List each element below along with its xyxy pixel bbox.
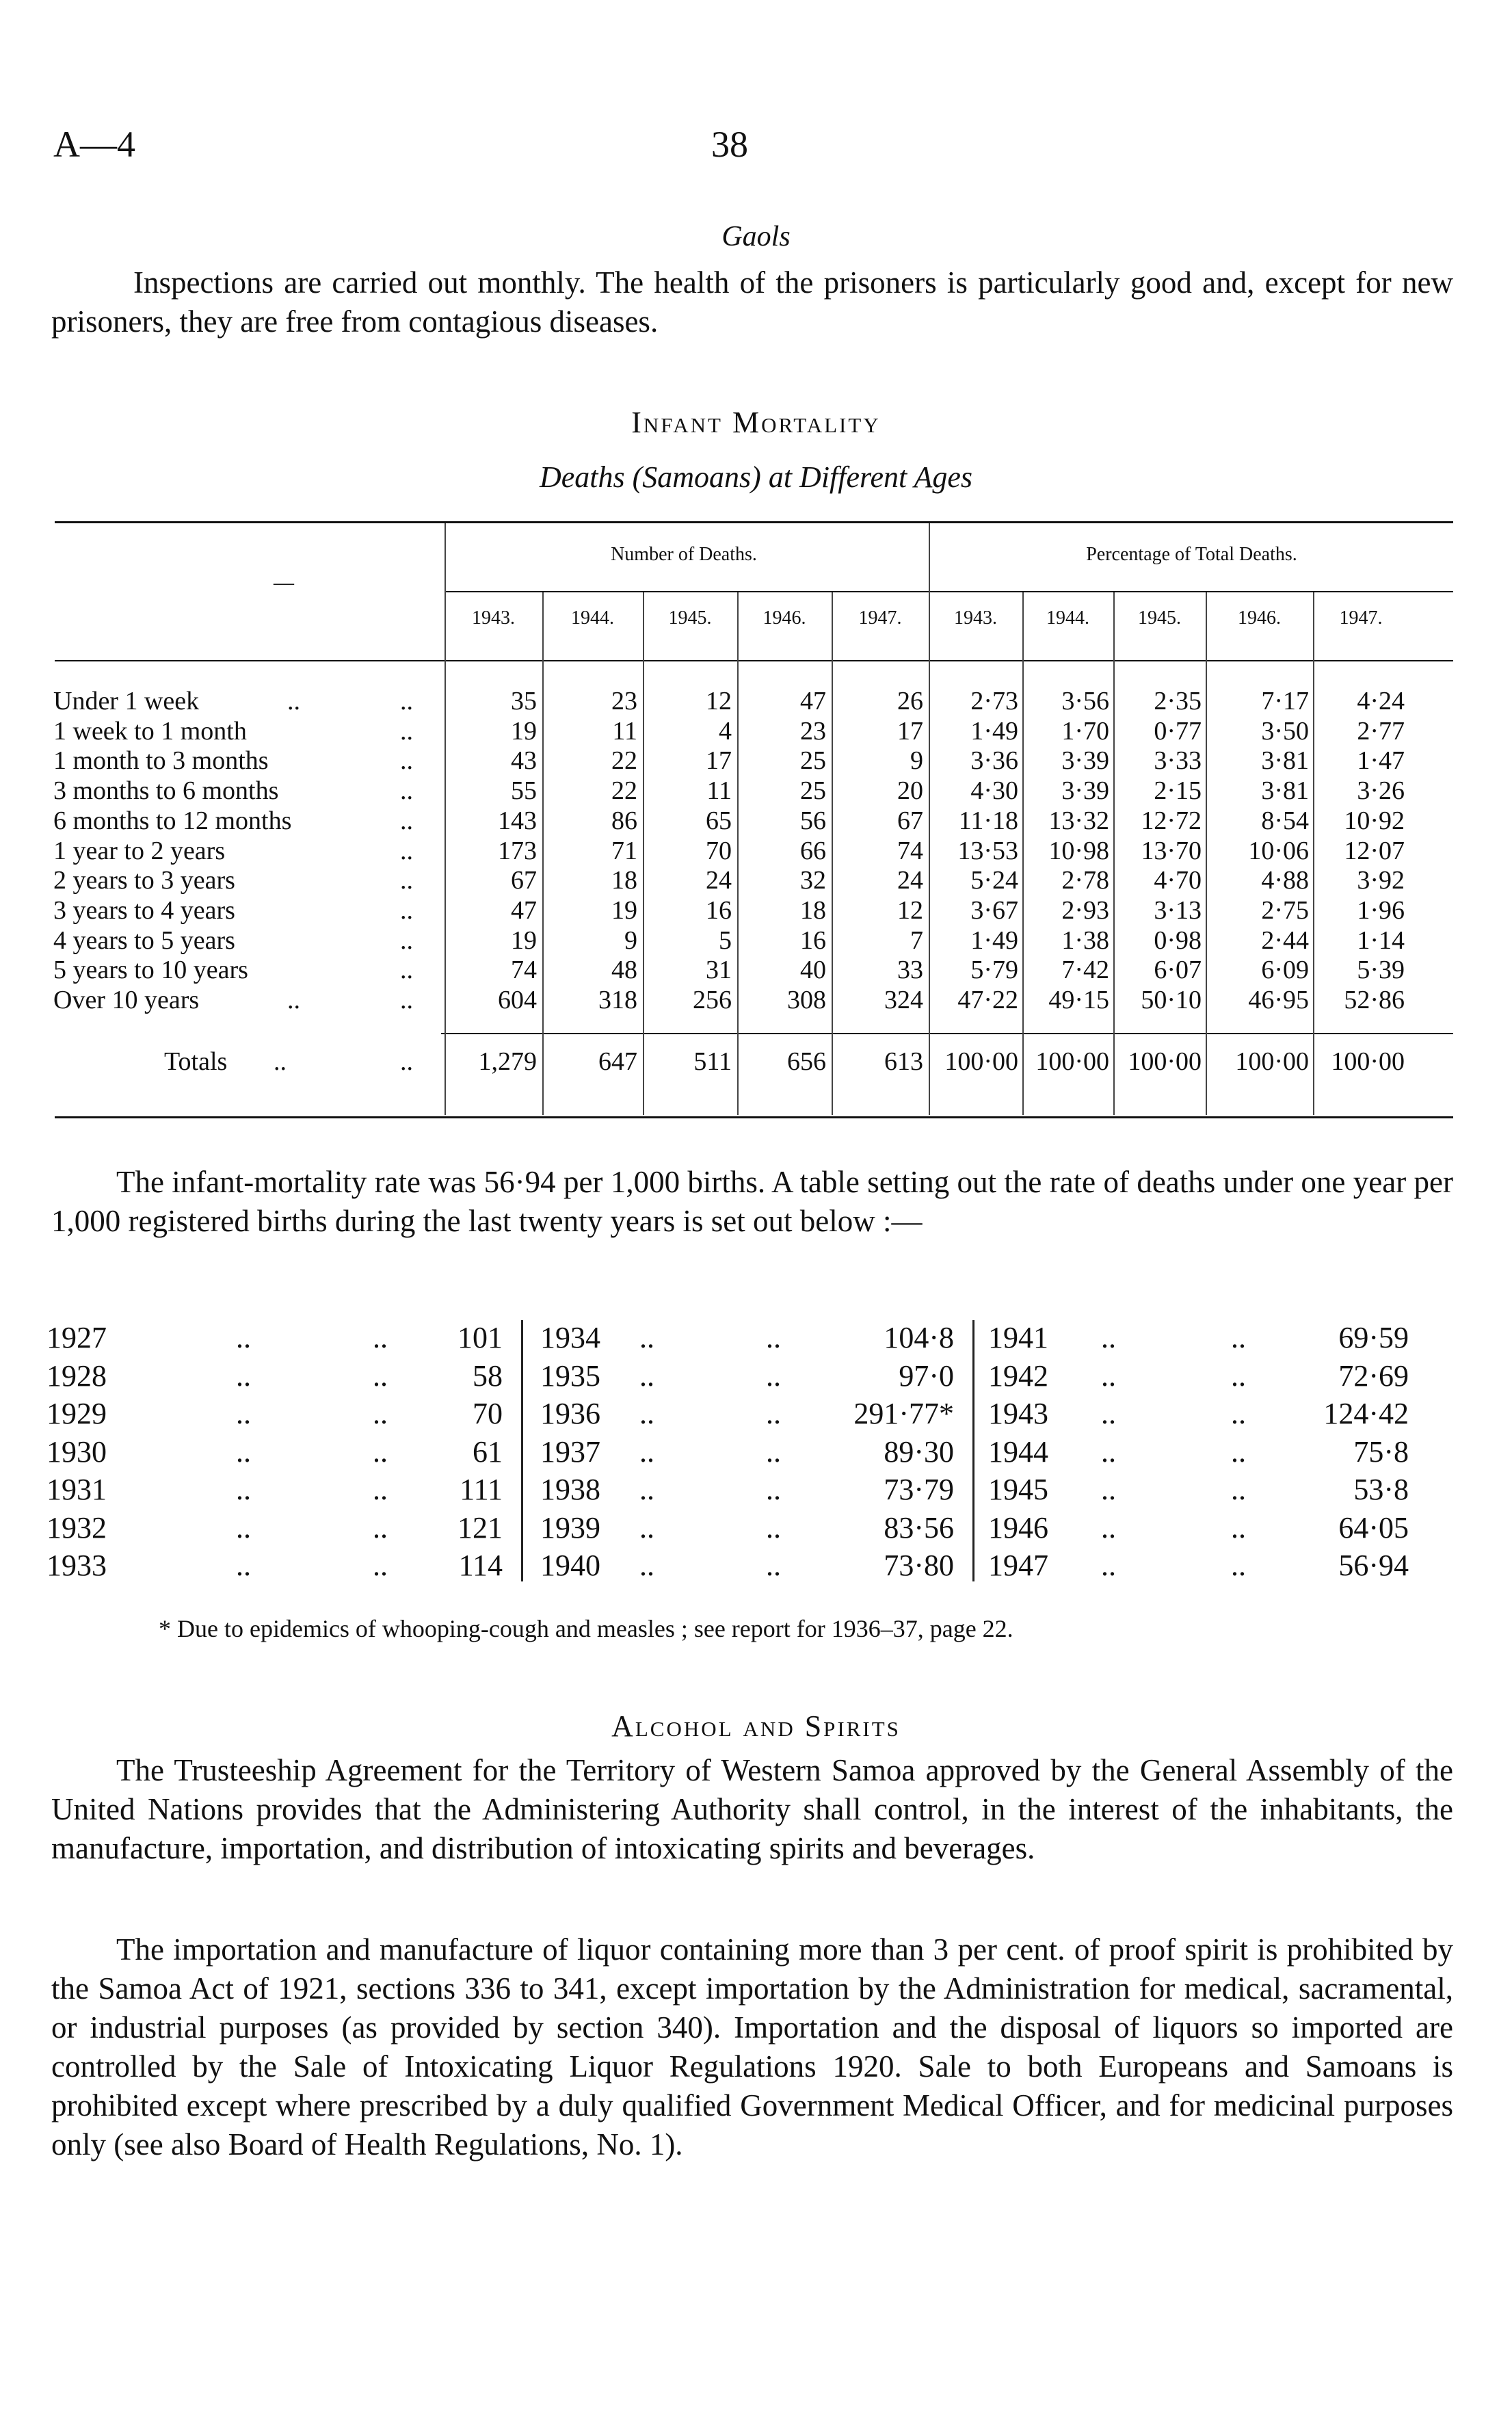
table-row-percentage-cell: 0·77: [1154, 717, 1202, 746]
rates-leader: ..: [373, 1473, 388, 1506]
table-row-percentage-cell: 2·35: [1154, 687, 1202, 715]
group-header-percentage: Percentage of Total Deaths.: [1086, 544, 1297, 565]
table-row-deaths-cell: 19: [511, 926, 537, 955]
table-row-percentage-cell: 2·77: [1357, 717, 1405, 746]
rates-leader: ..: [639, 1435, 654, 1469]
series-code: A—4: [53, 124, 135, 165]
rates-year: 1930: [47, 1435, 107, 1469]
rates-leader: ..: [373, 1435, 388, 1469]
rates-value: 56·94: [1338, 1549, 1409, 1582]
table-row-percentage-cell: 3·39: [1061, 746, 1109, 775]
percentage-year-header: 1946.: [1238, 607, 1281, 629]
table-row-deaths-cell: 16: [800, 926, 826, 955]
rates-leader: ..: [639, 1511, 654, 1545]
rates-leader: ..: [1231, 1359, 1246, 1393]
totals-row-deaths-cell: 613: [884, 1047, 923, 1076]
table-row-leader2: ..: [400, 926, 413, 955]
rates-value: 121: [457, 1511, 503, 1545]
table-row-deaths-cell: 11: [612, 717, 637, 746]
table-row-deaths-cell: 65: [706, 806, 732, 835]
rates-leader: ..: [1231, 1473, 1246, 1506]
alcohol-paragraph-1: The Trusteeship Agreement for the Territory of Western Samoa approved by the General Assembly of the United Nations provides that the Administering Authority shall control, in the interest of the inhabitants, the manufacture, importation, and distribution of intoxicating spirits and beverages.: [51, 1753, 1453, 1865]
table-row-percentage-cell: 4·88: [1261, 866, 1309, 895]
rates-value: 73·80: [884, 1549, 954, 1582]
table-row-deaths-cell: 86: [611, 806, 637, 835]
table-row-percentage-cell: 13·53: [957, 837, 1018, 865]
totals-row-deaths-cell: 647: [598, 1047, 637, 1076]
rates-leader: ..: [766, 1511, 781, 1545]
table-row-percentage-cell: 7·17: [1261, 687, 1309, 715]
table-row-leader: ..: [287, 986, 300, 1014]
table-row-percentage-cell: 4·24: [1357, 687, 1405, 715]
table-row-percentage-cell: 3·13: [1154, 896, 1202, 925]
footnote: * Due to epidemics of whooping-cough and measles ; see report for 1936–37, page 22.: [159, 1615, 1013, 1642]
table-row-leader2: ..: [400, 866, 413, 895]
table-row-percentage-cell: 0·98: [1154, 926, 1202, 955]
totals-row-deaths-cell: 1,279: [478, 1047, 537, 1076]
table-row-deaths-cell: 24: [706, 866, 732, 895]
totals-row-leader2: ..: [400, 1047, 413, 1076]
table-row-deaths-cell: 23: [611, 687, 637, 715]
table-row-deaths-cell: 32: [800, 866, 826, 895]
rates-leader: ..: [1231, 1435, 1246, 1469]
percentage-year-header: 1945.: [1138, 607, 1181, 629]
rates-value: 73·79: [884, 1473, 954, 1506]
rates-value: 114: [458, 1549, 503, 1582]
table-row-deaths-cell: 16: [706, 896, 732, 925]
table-row-deaths-cell: 20: [897, 776, 923, 805]
rates-year: 1929: [47, 1397, 107, 1430]
table-row-percentage-cell: 3·81: [1261, 776, 1309, 805]
rates-value: 61: [473, 1435, 503, 1469]
table-row-label: 3 months to 6 months: [53, 776, 279, 805]
rates-year: 1932: [47, 1511, 107, 1545]
rates-value: 291·77*: [853, 1397, 954, 1430]
rates-value: 83·56: [884, 1511, 954, 1545]
rates-value: 101: [457, 1321, 503, 1354]
totals-row-deaths-cell: 656: [787, 1047, 826, 1076]
group-header-deaths: Number of Deaths.: [611, 544, 757, 565]
rates-year: 1939: [540, 1511, 600, 1545]
table-row-percentage-cell: 2·93: [1061, 896, 1109, 925]
table-row-percentage-cell: 2·78: [1061, 866, 1109, 895]
deaths-year-header: 1945.: [668, 607, 712, 629]
table-row-deaths-cell: 9: [624, 926, 637, 955]
table-row-deaths-cell: 22: [611, 746, 637, 775]
table-row-deaths-cell: 318: [598, 986, 637, 1014]
rates-value: 124·42: [1323, 1397, 1409, 1430]
rates-leader: ..: [373, 1321, 388, 1354]
table-row-deaths-cell: 9: [910, 746, 923, 775]
table-row-deaths-cell: 56: [800, 806, 826, 835]
table-row-label: Under 1 week: [53, 687, 200, 715]
rates-year: 1931: [47, 1473, 107, 1506]
percentage-year-header: 1944.: [1046, 607, 1089, 629]
table-row-deaths-cell: 23: [800, 717, 826, 746]
rates-year: 1927: [47, 1321, 107, 1354]
table-row-deaths-cell: 31: [706, 956, 732, 984]
rates-value: 69·59: [1338, 1321, 1409, 1354]
rates-value: 58: [473, 1359, 503, 1393]
rates-leader: ..: [1101, 1549, 1116, 1582]
totals-row-percentage-cell: 100·00: [1035, 1047, 1109, 1076]
table-row-leader2: ..: [400, 806, 413, 835]
rates-leader: ..: [1231, 1397, 1246, 1430]
rates-year: 1938: [540, 1473, 600, 1506]
table-row-deaths-cell: 19: [511, 717, 537, 746]
rates-year: 1935: [540, 1359, 600, 1393]
table-row-deaths-cell: 22: [611, 776, 637, 805]
rates-leader: ..: [1101, 1511, 1116, 1545]
rates-leader: ..: [766, 1359, 781, 1393]
table-row-percentage-cell: 3·26: [1357, 776, 1405, 805]
table-row-deaths-cell: 4: [719, 717, 732, 746]
table-row-percentage-cell: 2·15: [1154, 776, 1202, 805]
rates-value: 75·8: [1353, 1435, 1409, 1469]
rates-leader: ..: [1101, 1359, 1116, 1393]
table-row-percentage-cell: 2·73: [970, 687, 1018, 715]
table-row-percentage-cell: 5·39: [1357, 956, 1405, 984]
deaths-year-header: 1947.: [858, 607, 902, 629]
table-row-percentage-cell: 1·49: [970, 717, 1018, 746]
rates-leader: ..: [766, 1321, 781, 1354]
page-number: 38: [711, 124, 748, 165]
rates-leader: ..: [236, 1397, 251, 1430]
table-row-percentage-cell: 1·49: [970, 926, 1018, 955]
rates-year: 1946: [988, 1511, 1048, 1545]
table-row-deaths-cell: 308: [787, 986, 826, 1014]
table-row-percentage-cell: 1·70: [1061, 717, 1109, 746]
table-row-percentage-cell: 10·06: [1248, 837, 1309, 865]
rates-leader: ..: [236, 1473, 251, 1506]
table-row-deaths-cell: 256: [693, 986, 732, 1014]
rates-leader: ..: [639, 1473, 654, 1506]
table-row-deaths-cell: 11: [706, 776, 732, 805]
table-row-deaths-cell: 26: [897, 687, 923, 715]
rates-column-divider: [521, 1320, 523, 1581]
stub-header: —: [274, 571, 294, 594]
deaths-year-header: 1943.: [472, 607, 515, 629]
table-row-leader2: ..: [400, 776, 413, 805]
rates-value: 72·69: [1338, 1359, 1409, 1393]
rates-year: 1943: [988, 1397, 1048, 1430]
rates-year: 1945: [988, 1473, 1048, 1506]
table-row-deaths-cell: 40: [800, 956, 826, 984]
totals-row-percentage-cell: 100·00: [1128, 1047, 1202, 1076]
table-row-label: 1 month to 3 months: [53, 746, 269, 775]
table-row-deaths-cell: 24: [897, 866, 923, 895]
table-row-deaths-cell: 12: [897, 896, 923, 925]
table-row-label: Over 10 years: [53, 986, 200, 1014]
infant-mortality-rate-paragraph: The infant-mortality rate was 56·94 per 1,000 births. A table setting out the rate of deaths under one year per 1,000 registered births during the last twenty years is set out below :—: [51, 1165, 1453, 1238]
gaols-paragraph: Inspections are carried out monthly. The health of the prisoners is particularly good and, except for new prisoners, they are free from contagious diseases.: [51, 265, 1453, 339]
rates-leader: ..: [373, 1359, 388, 1393]
deaths-year-header: 1946.: [762, 607, 806, 629]
totals-row-label: Totals: [164, 1047, 228, 1076]
rates-year: 1934: [540, 1321, 600, 1354]
rates-leader: ..: [639, 1397, 654, 1430]
rates-leader: ..: [1101, 1435, 1116, 1469]
rates-year: 1940: [540, 1549, 600, 1582]
table-row-percentage-cell: 5·24: [970, 866, 1018, 895]
table-row-percentage-cell: 4·30: [970, 776, 1018, 805]
rates-value: 104·8: [884, 1321, 954, 1354]
rates-value: 53·8: [1353, 1473, 1409, 1506]
table-row-deaths-cell: 17: [706, 746, 732, 775]
table-row-leader2: ..: [400, 717, 413, 746]
table-row-deaths-cell: 12: [706, 687, 732, 715]
table-row-percentage-cell: 11·18: [958, 806, 1018, 835]
alcohol-heading: Alcohol and Spirits: [611, 1709, 901, 1743]
table-row-deaths-cell: 5: [719, 926, 732, 955]
table-row-deaths-cell: 173: [498, 837, 537, 865]
table-row-leader2: ..: [400, 956, 413, 984]
totals-row-leader: ..: [274, 1047, 287, 1076]
table-row-deaths-cell: 25: [800, 746, 826, 775]
table-row-deaths-cell: 35: [511, 687, 537, 715]
table-row-label: 1 year to 2 years: [53, 837, 226, 865]
table-row-percentage-cell: 1·38: [1061, 926, 1109, 955]
table-row-percentage-cell: 4·70: [1154, 866, 1202, 895]
table-row-percentage-cell: 52·86: [1344, 986, 1405, 1014]
table-row-deaths-cell: 71: [611, 837, 637, 865]
rates-value: 111: [460, 1473, 503, 1506]
rates-leader: ..: [639, 1359, 654, 1393]
table-row-label: 5 years to 10 years: [53, 956, 248, 984]
rates-leader: ..: [1101, 1321, 1116, 1354]
table-row-label: 4 years to 5 years: [53, 926, 235, 955]
table-row-percentage-cell: 46·95: [1248, 986, 1309, 1014]
rates-year: 1928: [47, 1359, 107, 1393]
table-row-percentage-cell: 10·98: [1048, 837, 1109, 865]
table-row-deaths-cell: 43: [511, 746, 537, 775]
table-row-percentage-cell: 3·33: [1154, 746, 1202, 775]
table-row-label: 6 months to 12 months: [53, 806, 292, 835]
rates-leader: ..: [373, 1511, 388, 1545]
rates-value: 70: [473, 1397, 503, 1430]
table-row-percentage-cell: 49·15: [1048, 986, 1109, 1014]
deaths-year-header: 1944.: [571, 607, 614, 629]
table-row-label: 1 week to 1 month: [53, 717, 247, 746]
rates-leader: ..: [1231, 1511, 1246, 1545]
table-row-deaths-cell: 324: [884, 986, 923, 1014]
table-row-deaths-cell: 604: [498, 986, 537, 1014]
table-row-deaths-cell: 47: [800, 687, 826, 715]
totals-row-deaths-cell: 511: [693, 1047, 732, 1076]
table-row-deaths-cell: 18: [800, 896, 826, 925]
rates-leader: ..: [766, 1397, 781, 1430]
table-row-percentage-cell: 3·39: [1061, 776, 1109, 805]
table-row-deaths-cell: 33: [897, 956, 923, 984]
table-row-deaths-cell: 55: [511, 776, 537, 805]
table-row-deaths-cell: 74: [897, 837, 923, 865]
table-row-percentage-cell: 3·92: [1357, 866, 1405, 895]
table-row-percentage-cell: 47·22: [957, 986, 1018, 1014]
rates-leader: ..: [236, 1321, 251, 1354]
rates-leader: ..: [236, 1435, 251, 1469]
table-row-percentage-cell: 10·92: [1344, 806, 1405, 835]
table-row-deaths-cell: 74: [511, 956, 537, 984]
table-row-deaths-cell: 48: [611, 956, 637, 984]
table-row-deaths-cell: 7: [910, 926, 923, 955]
table-row-percentage-cell: 1·96: [1357, 896, 1405, 925]
percentage-year-header: 1947.: [1339, 607, 1383, 629]
table-row-leader2: ..: [400, 896, 413, 925]
rates-leader: ..: [1231, 1321, 1246, 1354]
table-row-deaths-cell: 19: [611, 896, 637, 925]
totals-row-percentage-cell: 100·00: [944, 1047, 1018, 1076]
rates-leader: ..: [639, 1549, 654, 1582]
rates-year: 1947: [988, 1549, 1048, 1582]
table-row-percentage-cell: 2·44: [1261, 926, 1309, 955]
table-row-percentage-cell: 13·32: [1048, 806, 1109, 835]
table-row-percentage-cell: 3·50: [1261, 717, 1309, 746]
rates-leader: ..: [766, 1549, 781, 1582]
table-row-percentage-cell: 8·54: [1261, 806, 1309, 835]
table-row-percentage-cell: 3·67: [970, 896, 1018, 925]
table-row-leader: ..: [287, 687, 300, 715]
table-row-percentage-cell: 6·09: [1261, 956, 1309, 984]
rates-leader: ..: [1101, 1397, 1116, 1430]
table-row-label: 2 years to 3 years: [53, 866, 235, 895]
table-row-leader2: ..: [400, 687, 413, 715]
rates-value: 97·0: [899, 1359, 954, 1393]
rates-leader: ..: [639, 1321, 654, 1354]
infant-mortality-heading: Infant Mortality: [631, 406, 881, 439]
totals-row-percentage-cell: 100·00: [1331, 1047, 1405, 1076]
table-row-percentage-cell: 1·14: [1357, 926, 1405, 955]
infant-mortality-subtitle: Deaths (Samoans) at Different Ages: [539, 460, 973, 494]
table-row-percentage-cell: 3·36: [970, 746, 1018, 775]
table-row-deaths-cell: 47: [511, 896, 537, 925]
table-row-deaths-cell: 67: [511, 866, 537, 895]
percentage-year-header: 1943.: [954, 607, 997, 629]
table-row-leader2: ..: [400, 837, 413, 865]
table-row-percentage-cell: 12·07: [1344, 837, 1405, 865]
rates-value: 64·05: [1338, 1511, 1409, 1545]
table-row-percentage-cell: 2·75: [1261, 896, 1309, 925]
table-row-percentage-cell: 1·47: [1357, 746, 1405, 775]
table-row-deaths-cell: 25: [800, 776, 826, 805]
rates-leader: ..: [766, 1435, 781, 1469]
rates-leader: ..: [1231, 1549, 1246, 1582]
table-row-percentage-cell: 13·70: [1141, 837, 1202, 865]
rates-year: 1937: [540, 1435, 600, 1469]
table-row-percentage-cell: 6·07: [1154, 956, 1202, 984]
rates-leader: ..: [373, 1397, 388, 1430]
table-row-deaths-cell: 18: [611, 866, 637, 895]
table-row-deaths-cell: 70: [706, 837, 732, 865]
table-row-percentage-cell: 50·10: [1141, 986, 1202, 1014]
rates-leader: ..: [373, 1549, 388, 1582]
rates-value: 89·30: [884, 1435, 954, 1469]
table-row-percentage-cell: 7·42: [1061, 956, 1109, 984]
rates-leader: ..: [236, 1549, 251, 1582]
rates-year: 1942: [988, 1359, 1048, 1393]
table-row-percentage-cell: 3·56: [1061, 687, 1109, 715]
table-row-leader2: ..: [400, 746, 413, 775]
table-row-deaths-cell: 143: [498, 806, 537, 835]
rates-column-divider: [972, 1320, 974, 1581]
alcohol-paragraph-2: The importation and manufacture of liquor containing more than 3 per cent. of proof spirit is prohibited by the Samoa Act of 1921, sections 336 to 341, except importation by the Administration for medical, sacramental, or industrial purposes (as provided by section 340). Importation and the disposal of liquors so imported are controlled by the Sale of Intoxicating Liquor Regulations 1920. Sale to both Europeans and Samoans is prohibited except where prescribed by a duly qualified Government Medical Officer, and for medicinal purposes only (see also Board of Health Regulations, No. 1).: [51, 1932, 1453, 2161]
gaols-heading: Gaols: [721, 221, 791, 252]
rates-year: 1941: [988, 1321, 1048, 1354]
rates-year: 1944: [988, 1435, 1048, 1469]
table-row-deaths-cell: 67: [897, 806, 923, 835]
table-row-label: 3 years to 4 years: [53, 896, 235, 925]
rates-leader: ..: [236, 1511, 251, 1545]
rates-year: 1933: [47, 1549, 107, 1582]
rates-leader: ..: [1101, 1473, 1116, 1506]
table-row-deaths-cell: 66: [800, 837, 826, 865]
table-row-percentage-cell: 3·81: [1261, 746, 1309, 775]
rates-leader: ..: [236, 1359, 251, 1393]
totals-row-percentage-cell: 100·00: [1235, 1047, 1309, 1076]
table-row-percentage-cell: 5·79: [970, 956, 1018, 984]
table-row-leader2: ..: [400, 986, 413, 1014]
table-row-percentage-cell: 12·72: [1141, 806, 1202, 835]
rates-year: 1936: [540, 1397, 600, 1430]
table-row-deaths-cell: 17: [897, 717, 923, 746]
rates-leader: ..: [766, 1473, 781, 1506]
